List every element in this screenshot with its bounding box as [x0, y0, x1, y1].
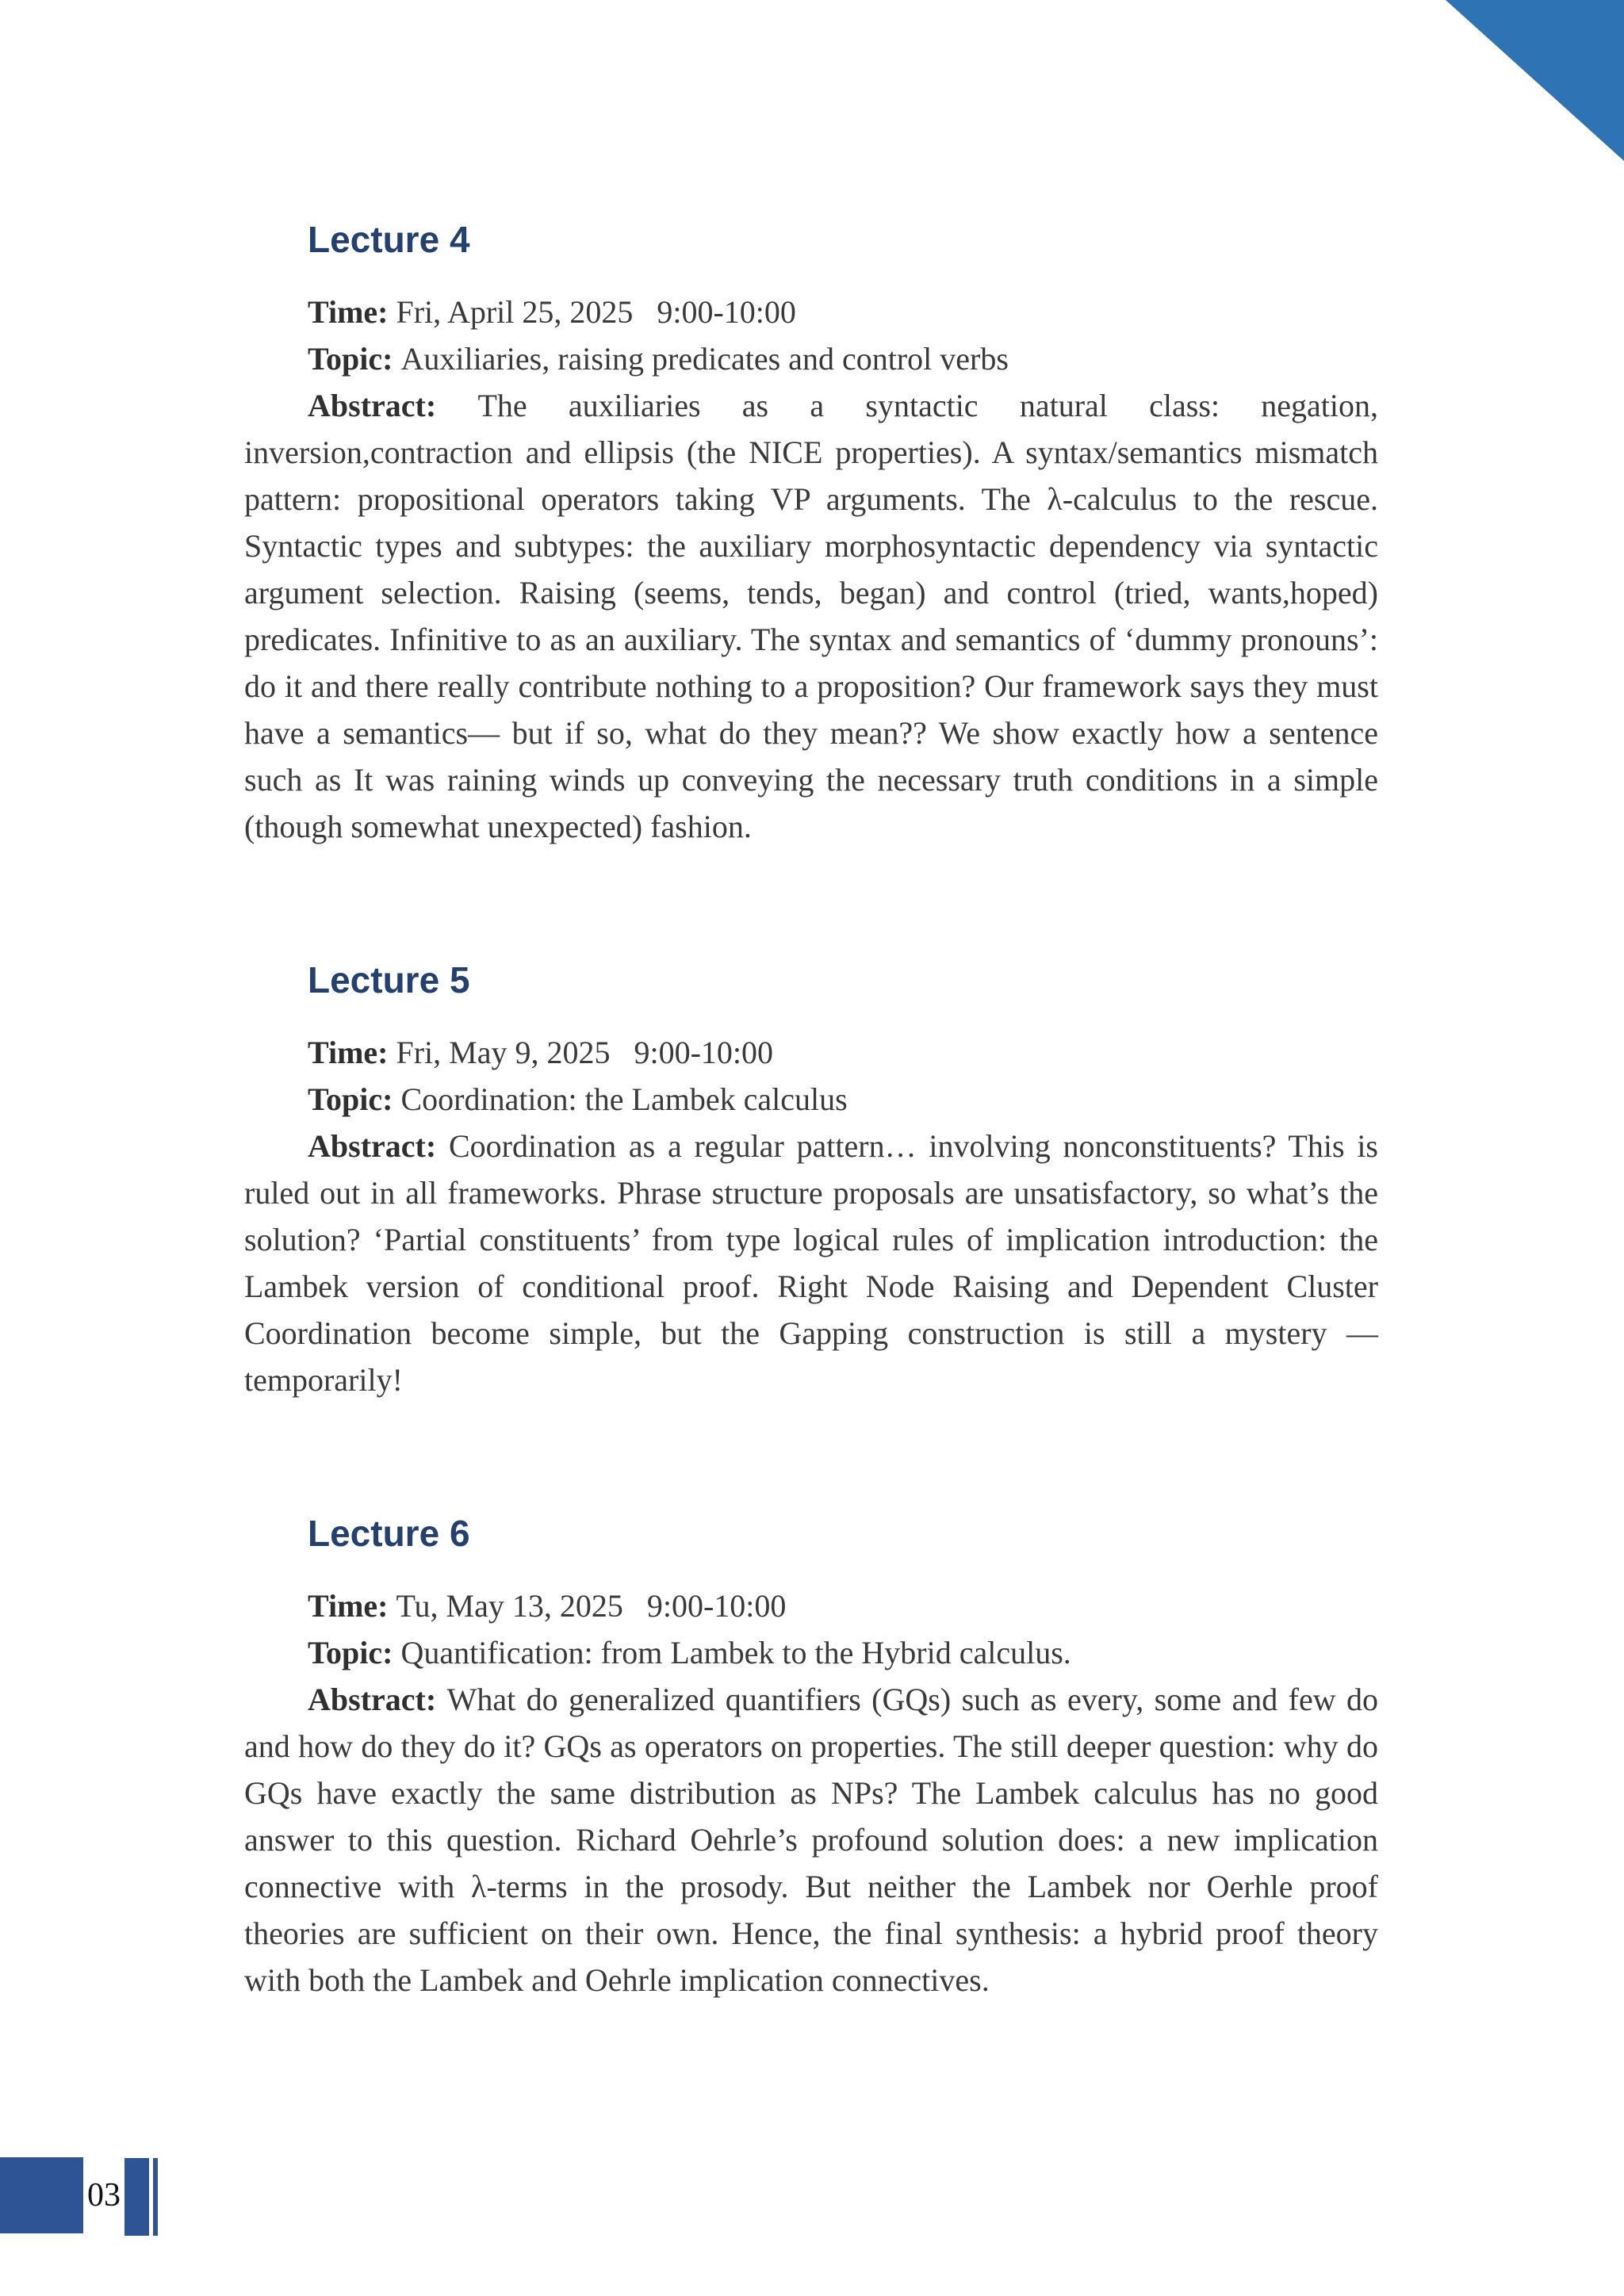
time-range: 9:00-10:00: [657, 294, 796, 330]
time-range: 9:00-10:00: [634, 1035, 774, 1070]
lecture-section: [244, 1508, 1378, 2003]
corner-triangle-decoration: [1446, 0, 1624, 161]
lecture-topic-line: [244, 1076, 1378, 1123]
abstract-label: Abstract:: [308, 1682, 437, 1717]
lecture-abstract: [244, 382, 1378, 850]
lecture-time-line: [244, 289, 1378, 335]
footer-bar-thin: [153, 2158, 158, 2236]
topic-text: Auxiliaries, raising predicates and control verbs: [400, 341, 1009, 377]
topic-label: Topic:: [308, 1635, 393, 1670]
lecture-section: [244, 955, 1378, 1403]
page-number: 03: [87, 2177, 121, 2214]
abstract-label: Abstract:: [308, 388, 437, 423]
lecture-topic-line: [244, 335, 1378, 382]
lecture-topic-line: [244, 1629, 1378, 1676]
footer-bar-medium: [124, 2158, 149, 2236]
time-label: Time:: [308, 294, 389, 330]
lecture-time-line: [244, 1029, 1378, 1076]
lecture-title: Lecture 4: [308, 219, 470, 260]
topic-label: Topic:: [308, 341, 393, 377]
topic-text: Coordination: the Lambek calculus: [400, 1081, 848, 1117]
lecture-time-line: [244, 1582, 1378, 1629]
topic-label: Topic:: [308, 1081, 393, 1117]
footer-bar-large: [0, 2157, 83, 2233]
abstract-label: Abstract:: [308, 1128, 437, 1164]
time-range: 9:00-10:00: [646, 1588, 787, 1624]
time-label: Time:: [308, 1035, 389, 1070]
abstract-text: What do generalized quantifiers (GQs) such as every, some and few do and how do they do it? GQs as operators on properties. The still deeper question: why do GQs have exactly the same distribution as NPs? The Lambek calculus has no good answer to this question. Richard Oehrle’s profound solution does: a new implication connective with λ-terms in the prosody. But neither the Lambek nor Oerhle proof theories are sufficient on their own. Hence, the final synthesis: a hybrid proof theory with both the Lambek and Oehrle implication connectives.: [244, 1682, 1378, 1998]
time-date: Fri, April 25, 2025: [396, 294, 634, 330]
time-date: Fri, May 9, 2025: [396, 1035, 611, 1070]
time-label: Time:: [308, 1588, 389, 1624]
topic-text: Quantification: from Lambek to the Hybrid calculus.: [400, 1635, 1071, 1670]
lecture-title: Lecture 5: [308, 959, 470, 1001]
lecture-section: [244, 214, 1378, 850]
abstract-text: The auxiliaries as a syntactic natural class: negation, inversion,contraction and ellipsis (the NICE properties). A syntax/semantics mismatch pattern: propositional operators taking VP arguments. The λ-calculus to the rescue. Syntactic types and subtypes: the auxiliary morphosyntactic dependency via syntactic argument selection. Raising (seems, tends, began) and control (tried, wants,hoped) predicates. Infinitive to as an auxiliary. The syntax and semantics of ‘dummy pronouns’: do it and there really contribute nothing to a proposition? Our framework says they must have a semantics— but if so, what do they mean?? We show exactly how a sentence such as It was raining winds up conveying the necessary truth conditions in a simple (though somewhat unexpected) fashion.: [244, 388, 1379, 844]
lecture-list: [244, 214, 1378, 2003]
abstract-text: Coordination as a regular pattern… involving nonconstituents? This is ruled out in all frameworks. Phrase structure proposals are unsatisfactory, so what’s the solution? ‘Partial constituents’ from type logical rules of implication introduction: the Lambek version of conditional proof. Right Node Raising and Dependent Cluster Coordination become simple, but the Gapping construction is still a mystery — temporarily!: [244, 1128, 1379, 1398]
lecture-title: Lecture 6: [308, 1513, 470, 1554]
lecture-abstract: [244, 1123, 1378, 1403]
lecture-abstract: [244, 1676, 1378, 2003]
time-date: Tu, May 13, 2025: [396, 1588, 623, 1624]
